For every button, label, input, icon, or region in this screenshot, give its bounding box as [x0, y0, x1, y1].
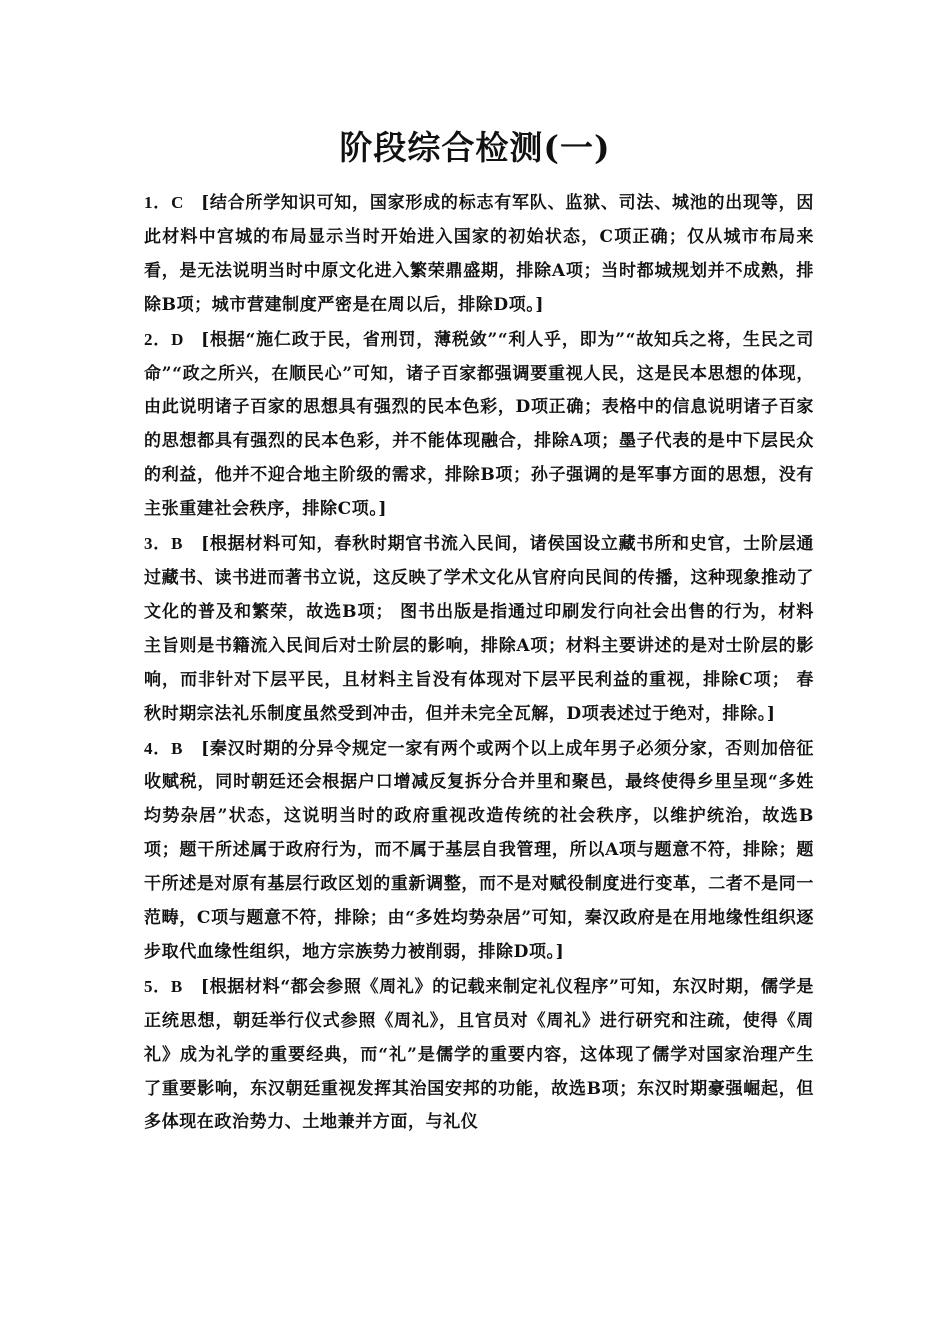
answer-item-3 — [144, 527, 814, 731]
answer-item-5 — [144, 970, 814, 1141]
item-answer: D — [171, 329, 184, 349]
answer-item-4 — [144, 732, 814, 970]
item-explanation: [根据材料“都会参照《周礼》的记载来制定礼仪程序”可知，东汉时期，儒学是正统思想，朝廷举行仪式参照《周礼》，且官员对《周礼》进行研究和注疏，使得《周礼》成为礼学的重要经典，而“礼”是儒学的重要内容，这体现了儒学对国家治理产生了重要影响，东汉朝廷重视发挥其治国安邦的功能，故选B项；东汉时期豪强崛起，但多体现在政治势力、土地兼并方面，与礼仪 — [144, 976, 814, 1133]
answer-item-2 — [144, 323, 814, 527]
item-answer: B — [171, 738, 184, 758]
item-explanation: [结合所学知识可知，国家形成的标志有军队、监狱、司法、城池的出现等，因此材料中宫城的布局显示当时开始进入国家的初始状态，C项正确；仅从城市布局来看，是无法说明当时中原文化进入繁荣鼎盛期，排除A项；当时都城规划并不成熟，排除B项；城市营建制度严密是在周以后，排除D项。] — [144, 193, 815, 315]
item-number: 1． — [144, 193, 172, 212]
page-title: 阶段综合检测(一) — [339, 128, 611, 167]
item-number: 3． — [144, 534, 172, 554]
item-explanation: [秦汉时期的分异令规定一家有两个或两个以上成年男子必须分家，否则加倍征收赋税，同时朝廷还会根据户口增减反复拆分合并里和聚邑，最终使得乡里呈现“多姓均势杂居”状态，这说明当时的政府重视改造传统的社会秩序，以维护统治，故选B项；题干所述属于政府行为，而不属于基层自我管理，所以A项与题意不符，排除；题干所述是对原有基层行政区划的重新调整，而不是对赋役制度进行变革，二者不是同一范畴，C项与题意不符，排除；由“多姓均势杂居”可知，秦汉政府是在用地缘性组织逐步取代血缘性组织，地方宗族势力被削弱，排除D项。] — [144, 738, 815, 962]
item-number: 5． — [144, 976, 171, 996]
item-number: 4． — [144, 738, 172, 758]
answer-item-1 — [144, 186, 814, 323]
item-explanation: [根据“施仁政于民，省刑罚，薄税敛”“利人乎，即为”“故知兵之将，生民之司命”“政之所兴，在顺民心”可知，诸子百家都强调要重视人民，这是民本思想的体现，由此说明诸子百家的思想具有强烈的民本色彩，D项正确；表格中的信息说明诸子百家的思想都具有强烈的民本色彩，并不能体现融合，排除A项；墨子代表的是中下层民众的利益，他并不迎合地主阶级的需求，排除B项；孙子强调的是军事方面的思想，没有主张重建社会秩序，排除C项。] — [144, 329, 815, 520]
item-answer: B — [171, 534, 184, 554]
answer-list — [144, 186, 814, 1140]
item-number: 2． — [144, 329, 172, 349]
item-explanation: [根据材料可知，春秋时期官书流入民间，诸侯国设立藏书所和史官，士阶层通过藏书、读书进而著书立说，这反映了学术文化从官府向民间的传播，这种现象推动了文化的普及和繁荣，故选B项； 图书出版是指通过印刷发行向社会出售的行为，材料主旨则是书籍流入民间后对士阶层的影响，排除A项；材料主要讲述的是对士阶层的影响，而非针对下层平民，且材料主旨没有体现对下层平民利益的重视，排除C项； 春秋时期宗法礼乐制度虽然受到冲击，但并未完全瓦解，D项表述过于绝对，排除。] — [144, 534, 815, 724]
item-answer: B — [170, 976, 183, 996]
item-answer: C — [171, 193, 184, 212]
